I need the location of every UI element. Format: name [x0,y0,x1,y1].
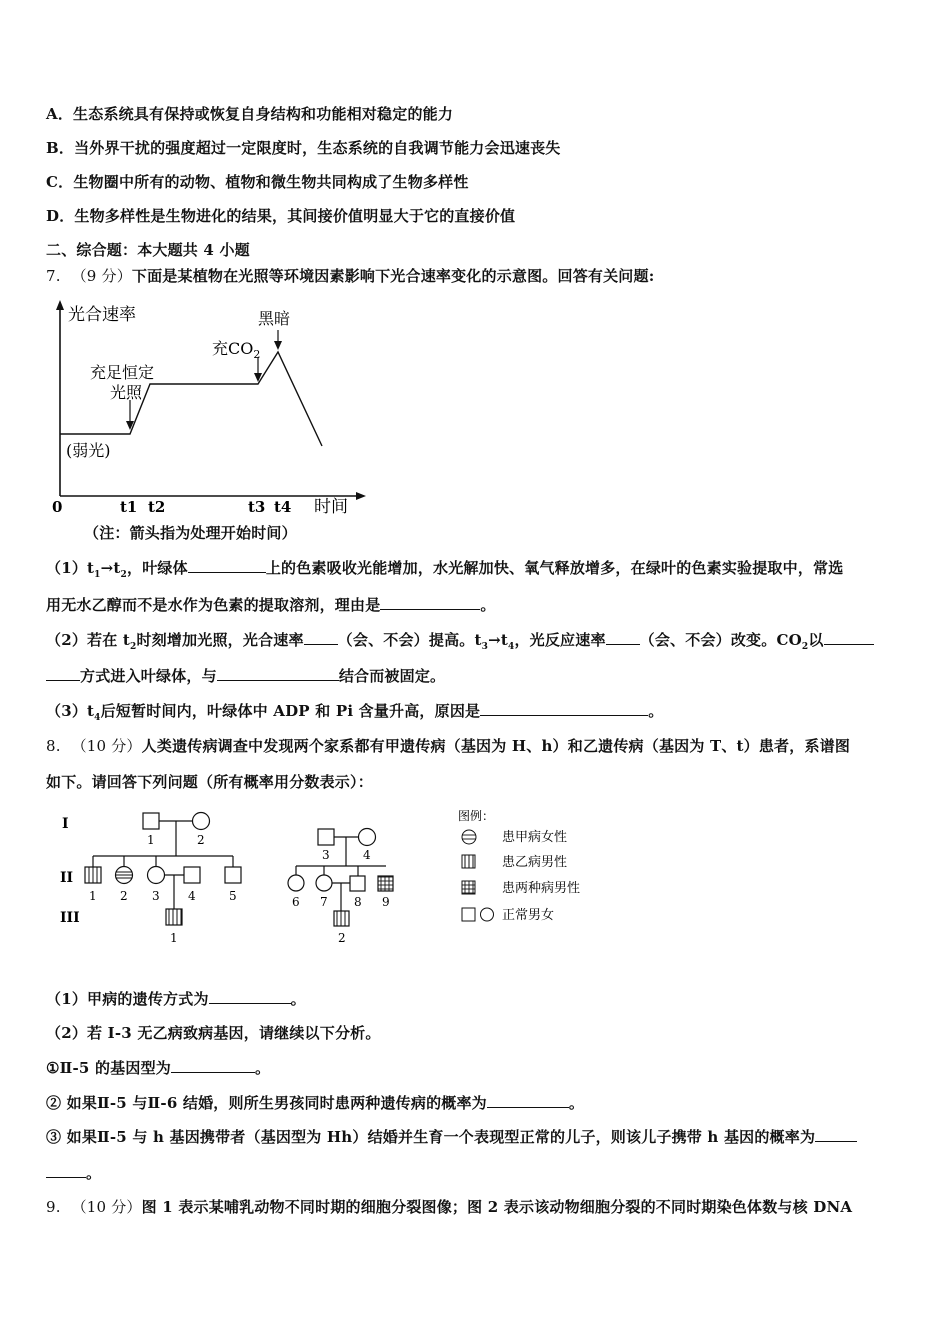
f1-I2-female [193,813,210,830]
f2-II9-num: 9 [382,895,390,909]
q8-pedigree-figure [56,804,616,954]
f1-II3-female [148,867,165,884]
tick-t2: t2 [148,498,166,516]
q7-blank-4[interactable] [606,630,640,645]
dark-label: 黑暗 [258,309,291,328]
legend-symbol-b [462,855,475,868]
f1-II2-num: 2 [120,889,128,903]
legend-label-both: 患两种病男性 [502,881,581,896]
f1-II1-num: 1 [89,889,97,903]
legend-symbol-a [462,830,476,844]
q8-blank-3[interactable] [487,1093,569,1108]
f2-I4-female [359,829,376,846]
q9-stem: 9. （10 分）图 1 表示某哺乳动物不同时期的细胞分裂图像；图 2 表示该动物细胞分裂的不同时期染色体数与核 DNA [46,1198,853,1216]
f1-II4-male [184,867,200,883]
q8-blank-4a[interactable] [815,1127,857,1142]
q7-blank-1[interactable] [188,558,266,573]
weak-light-label: (弱光) [66,441,111,460]
f2-II6-female [288,875,304,891]
q8-stem-2: 如下。请回答下列问题（所有概率用分数表示）： [46,773,373,791]
x-axis-arrow [356,492,366,500]
origin-label: 0 [52,498,63,516]
f2-I3-male [318,829,334,845]
gen-label-III: III [60,910,80,926]
f1-II4-num: 4 [188,889,196,903]
f1-III1-num: 1 [170,931,178,945]
q7-note: （注：箭头指为处理开始时间） [84,524,297,542]
q7-part2-line1: （2）若在 $t_2$时刻增加光照，光合速率 （会、不会）提高。$t_3\to t_4$，光反应速率 （会、不会）改变。$CO_2$以 [46,629,874,652]
x-axis-label: 时间 [314,497,348,517]
section-title: 二、综合题：本大题共 4 小题 [46,241,250,259]
f2-II6-num: 6 [292,895,300,909]
q7-blank-2[interactable] [380,595,480,610]
q7-blank-3[interactable] [304,630,338,645]
option-c: C．生物圈中所有的动物、植物和微生物共同构成了生物多样性 [46,173,469,191]
q8-stem-1: 8. （10 分）人类遗传病调查中发现两个家系都有甲遗传病（基因为 H、h）和乙遗传病（基因为 T、t）患者，系谱图 [46,737,851,755]
q7-stem: 7. （9 分）下面是某植物在光照等环境因素影响下光合速率变化的示意图。回答有关问题: [46,267,655,285]
f1-II1-male-affected-b [85,867,101,883]
f2-I4-num: 4 [363,848,371,862]
f2-II8-num: 8 [354,895,362,909]
legend-symbol-both [462,881,475,894]
option-d: D．生物多样性是生物进化的结果，其间接价值明显大于它的直接价值 [46,207,516,225]
legend-symbol-normal-female [481,908,494,921]
y-axis-arrow [56,300,64,310]
q8-blank-2[interactable] [171,1058,255,1073]
arrow-t4-head [274,341,282,350]
q7-part2-line2: 方式进入叶绿体，与 结合而被固定。 [46,665,445,686]
f1-II5-num: 5 [229,889,237,903]
f1-I1-male [143,813,159,829]
legend-symbol-normal-male [462,908,475,921]
q8-part2-ii: ② 如果Ⅱ-5 与Ⅱ-6 结婚，则所生男孩同时患两种遗传病的概率为 。 [46,1094,585,1112]
legend-title: 图例： [458,809,495,823]
tick-t4: t4 [274,498,292,516]
option-a: A．生态系统具有保持或恢复自身结构和功能相对稳定的能力 [46,105,454,123]
q7-photosynthesis-chart [46,296,376,524]
q7-part1-line1: $(1)t_1\to t_2$，叶绿体 上的色素吸收光能增加，水光解加快、氧气释放增多，在绿叶的色素实验提取中，常选 [46,559,844,580]
f1-II5-male [225,867,241,883]
legend-label-normal: 正常男女 [502,908,555,923]
q8-part2-iii: ③ 如果Ⅱ-5 与 h 基因携带者（基因型为 Hh）结婚并生育一个表现型正常的儿子，则该儿子携带 h 基因的概率为 [46,1126,857,1147]
f1-I2-num: 2 [197,833,205,847]
co2-label: 充$CO_2$ [212,339,261,361]
q7-part1-line2: 用无水乙醇而不是水作为色素的提取溶剂，理由是 。 [46,596,496,614]
q7-blank-5b[interactable] [46,666,80,681]
tick-t1: t1 [120,498,138,516]
f1-III1-male-affected-b [166,909,182,925]
q8-part1: （1）甲病的遗传方式为 。 [46,990,306,1008]
q7-blank-7[interactable] [480,701,648,716]
f1-I1-num: 1 [147,833,155,847]
gen-label-I: I [62,816,69,832]
f2-II7-female [316,875,332,891]
f2-II8-male [350,876,365,891]
f1-II3-num: 3 [152,889,160,903]
f2-I3-num: 3 [322,848,330,862]
f2-III2-male-affected-b [334,911,349,926]
legend-label-a: 患甲病女性 [502,830,568,845]
y-axis-label: 光合速率 [68,305,136,325]
light-label-1: 充足恒定 [90,363,155,382]
f2-II7-num: 7 [320,895,328,909]
q7-blank-5a[interactable] [824,630,874,645]
q8-part2-i: ①Ⅱ-5 的基因型为 。 [46,1059,271,1077]
f2-III2-num: 2 [338,931,346,945]
q8-blank-1[interactable] [209,989,291,1004]
gen-label-II: II [60,870,74,886]
light-label-2: 光照 [110,383,143,402]
option-b: B．当外界干扰的强度超过一定限度时，生态系统的自我调节能力会迅速丧失 [46,139,561,157]
f2-II9-male-affected-both [378,876,393,891]
q8-part2-iii-cont: 。 [46,1162,101,1183]
legend-label-b: 患乙病男性 [502,855,568,870]
q7-blank-6[interactable] [217,666,339,681]
q8-blank-4b[interactable] [46,1163,86,1178]
q8-part2: （2）若 I-3 无乙病致病基因，请继续以下分析。 [46,1024,381,1042]
q7-part3: $(3)t_4$后短暂时间内，叶绿体中 ADP 和 Pi 含量升高，原因是 。 [46,702,664,723]
tick-t3: t3 [248,498,266,516]
